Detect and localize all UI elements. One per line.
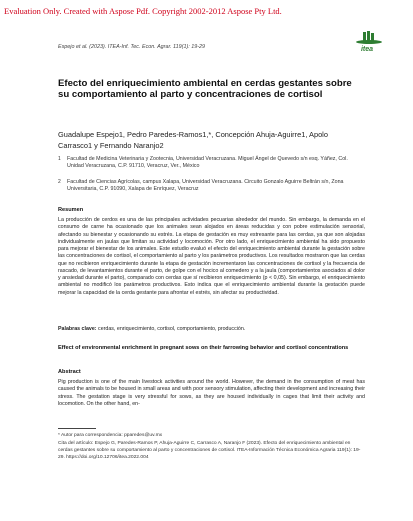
article-title: Efecto del enriquecimiento ambiental en cerdas gestantes sobre su comportamiento al parto y concentraciones de cortisol: [58, 78, 352, 101]
author-list: Guadalupe Espejo1, Pedro Paredes-Ramos1,*, Concepción Ahuja-Aguirre1, Apolo Carrasco1 y Fernando Naranjo2: [58, 130, 328, 150]
citation-footnote: Cita del artículo: Espejo G, Paredes-Ramos P, Ahuja-Aguirre C, Carrasco A, Naranjo F (2023). Efecto del enriquecimiento ambiental en cerdas gestantes sobre su comportamiento al parto y concentraciones de cortisol. ITEA-Información Técnica Económica Agraria 119(1): 19-29. https://doi.org/10.12706/itea.2022.004: [58, 441, 361, 460]
resumen-heading: Resumen: [58, 207, 84, 213]
corresponding-author-footnote: * Autor para correspondencia: pparedes@uv.mx: [58, 433, 163, 438]
footnote-divider: [58, 428, 96, 429]
affiliation-2: [58, 179, 363, 193]
itea-journal-logo: [345, 30, 385, 56]
resumen-body: La producción de cerdos es una de las principales actividades pecuarias alrededor del mundo. Sin embargo, la demanda en el consumo de carne ha ocasionado que los animales sean alojados en áreas reducidas y con pobre estimulación sensorial, afectando su bienestar y ocasionando su estrés. La etapa de gestación es muy estresante para las cerdas, ya que son alojadas individualmente en jaulas que limitan su actividad y locomoción. Por otro lado, el enriquecimiento ambiental ha sido propuesto para mejorar el bienestar de los animales. Este estudio evaluó el efecto del enriquecimiento ambiental durante la gestación sobre las concentraciones de cortisol, el comportamiento al parto y los parámetros productivos. Los resultados mostraron que las cerdas que no recibieron enriquecimiento durante la etapa de gestación incrementaron las concentraciones de cortisol y la frecuencia de rascado, de levantamientos durante el parto, de golpe con el hocico al comedero y a la jaula (comportamientos asociados al dolor y ansiedad durante el parto), comparado con cerdas que sí recibieron enriquecimiento (p < 0,05). Sin embargo, el enriquecimiento ambiental no modificó los parámetros productivos. Esto indica que el enriquecimiento ambiental durante la gestación puede mejorar la capacidad de la cerda gestante para afrontar el estrés, sin afectar su productividad.: [58, 217, 365, 296]
affiliation-text: Facultad de Ciencias Agrícolas, campus Xalapa, Universidad Veracruzana. Circuito Gonzalo Aguirre Beltrán s/n, Zona Universitaria, C.P. 91090, Xalapa de Enríquez, Veracruz: [67, 179, 344, 193]
affiliation-text: Facultad de Medicina Veterinaria y Zootecnia, Universidad Veracruzana. Miguel Ángel de Quevedo s/n esq. Yáñez, Col. Unidad Veracruzana, C.P. 91710, Veracruz, Ver., México: [67, 156, 348, 170]
abstract-heading: Abstract: [58, 369, 81, 375]
journal-reference: Espejo et al. (2023). ITEA-Inf. Tec. Econ. Agrar. 119(1): 19-29: [58, 44, 206, 50]
keywords: [58, 326, 365, 333]
english-title: Effect of environmental enrichment in pregnant sows on their farrowing behavior and cortisol concentrations: [58, 345, 349, 351]
evaluation-watermark: Evaluation Only. Created with Aspose Pdf. Copyright 2002-2012 Aspose Pty Ltd.: [4, 6, 282, 16]
logo-text: itea: [360, 46, 374, 53]
affiliation-number: 2: [58, 179, 61, 185]
keywords-label: Palabras clave:: [58, 326, 97, 332]
affiliation-number: 1: [58, 156, 61, 162]
abstract-body: Pig production is one of the main livestock activities around the world. However, the demand in the consumption of meat has caused the animals to be housed in small areas and with poor sensory stimulation, affecting their development and increasing their stress. The gestation stage is very stressful for sows, as they are housed individually in cages that limit their activity and locomotion. On the other hand, en-: [58, 379, 365, 407]
affiliation-1: [58, 156, 363, 170]
keywords-text: cerdas, enriquecimiento, cortisol, comportamiento, producción.: [96, 326, 246, 332]
